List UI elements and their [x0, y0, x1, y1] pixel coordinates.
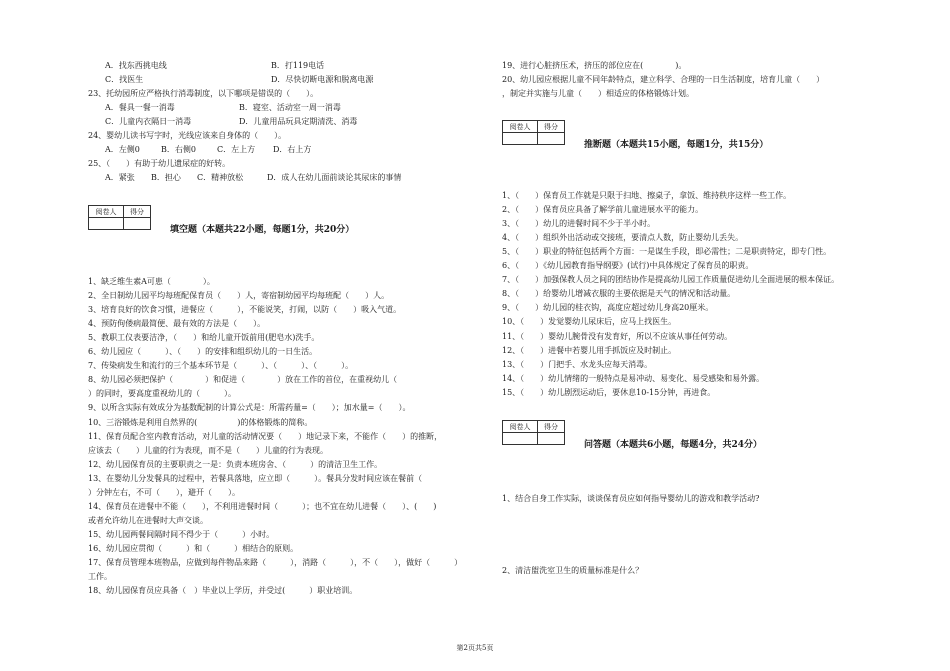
fill-in-line: 18、幼儿园保育员应具备（ ）毕业以上学历，并受过( ）职业培训。: [88, 586, 358, 596]
score-box-qa: [502, 420, 565, 445]
grader-label: 阅卷人: [503, 421, 538, 433]
score-label: 得分: [538, 121, 565, 133]
section-title-judgement: 推断题（本题共15小题，每题1分，共15分）: [584, 140, 769, 150]
fill-in-line: 6、幼儿园应（ ）、（ ）的安排和组织幼儿的一日生活。: [88, 347, 318, 357]
judgement-line: 11、（ ）婴幼儿腕骨没有发育好，所以不应该从事任何劳动。: [502, 331, 733, 341]
score-cell[interactable]: [124, 218, 151, 230]
fill-in-line: 16、幼儿园应贯彻（ ）和（ ）相结合的原则。: [88, 543, 299, 553]
judgement-line: 3、（ ）幼儿的进餐时间不少于半小时。: [502, 219, 656, 229]
judgement-line: 6、（ ）《幼儿园教育指导纲要》(试行)中具体规定了保育员的职责。: [502, 261, 754, 271]
fill-in-line: 9、以所含实际有效成分为基数配制的计算公式是：所需药量=（ ）；加水量=（ ）。: [88, 403, 411, 413]
fill-in-line: 12、幼儿园保育员的主要职责之一是：负责本班房舍、（ ）的清洁卫生工作。: [88, 459, 383, 469]
q22-options-row2: [88, 74, 373, 85]
judgement-line: 9、（ ）幼儿园的桂衣钩，高度应超过幼儿身高20厘米。: [502, 303, 714, 313]
judgement-line: 15、（ ）幼儿剧烈运动后，要休息10-15分钟，再进食。: [502, 387, 716, 397]
fill-in-line: 5、教职工仪表要洁净，（ ）和给儿童开饭前用(肥皂水)洗手。: [88, 333, 320, 343]
fill-in-line: 工作。: [88, 572, 112, 582]
section-title-fill-in: 填空题（本题共22小题，每题1分，共20分）: [170, 225, 355, 235]
q25-option-b: B．担心: [151, 173, 181, 182]
question-25: 25、（ ）有助于幼儿遗尿症的好转。: [88, 159, 231, 168]
question-20-line2: ，制定并实施与儿童（ ）相适应的体格锻炼计划。: [502, 89, 694, 98]
q22-option-a: A．找东西挑电线: [105, 61, 167, 70]
grader-cell[interactable]: [503, 433, 538, 445]
fill-in-line: 11、保育员配合室内教育活动，对儿童的活动情况要（ ）地记录下来，不能作（ ）的推断，: [88, 431, 443, 441]
judgement-line: 7、（ ）加强保教人员之间的团结协作是提高幼儿园工作质量促进幼儿全面进展的根本保证。: [502, 275, 840, 285]
question-23: 23、托幼园所应严格执行消毒制度，以下哪项是错误的（ ）。: [88, 89, 319, 98]
fill-in-line: 15、幼儿园两餐间隔时间不得少于（ ）小时。: [88, 529, 275, 539]
q22-option-c: C．找医生: [105, 75, 144, 84]
qa-question-1: 1、结合自身工作实际，谈谈保育员应如何指导婴幼儿的游戏和教学活动?: [502, 494, 760, 503]
q24-option-a: A．左侧0: [105, 145, 140, 154]
question-20-line1: 20、幼儿园应根据儿童不同年龄特点，建立科学、合理的一日生活制度，培育儿童（ ）: [502, 75, 825, 84]
score-label: 得分: [538, 421, 565, 433]
judgement-line: 5、（ ）职业的特征包括两个方面：一是谋生手段，即必需性；二是职责特定，即专门性。: [502, 247, 832, 257]
q22-option-b: B．打119电话: [271, 61, 325, 70]
fill-in-line: 7、传染病发生和流行的三个基本环节是（ ）、（ ）、（ ）。: [88, 361, 354, 371]
page-footer: 第2页共5页: [456, 644, 494, 652]
q25-option-a: A．紧张: [105, 173, 135, 182]
score-label: 得分: [124, 206, 151, 218]
grader-label: 阅卷人: [503, 121, 538, 133]
fill-in-line: 应该去（ ）儿童的行为表现，而不是（ ）儿童的行为表现。: [88, 445, 328, 455]
score-cell[interactable]: [538, 433, 565, 445]
judgement-line: 8、（ ）给婴幼儿增减衣服的主要依据是天气的情况和活动量。: [502, 289, 736, 299]
q23-option-d: D．儿童用品玩具定期清洗、消毒: [239, 117, 358, 126]
grader-cell[interactable]: [503, 133, 538, 145]
fill-in-line: 3、培育良好的饮食习惯，进餐应（ ），不能说笑，打闹，以防（ ）吸入气道。: [88, 305, 402, 315]
fill-in-line: 10、三浴锻炼是利用自然界的( )的体格锻炼的简称。: [88, 417, 313, 427]
score-box-judge: [502, 120, 565, 145]
q23-options-row2: [88, 116, 357, 127]
judgement-line: 4、（ ）组织外出活动或交接班，要清点人数，防止婴幼儿丢失。: [502, 233, 744, 243]
q25-option-c: C．精神放松: [197, 173, 244, 182]
fill-in-line: 8、幼儿园必须把保护（ ）和促进（ ）放在工作的首位，在重视幼儿（: [88, 375, 406, 385]
fill-in-line: 4、预防佝偻病最简便、最有效的方法是（ ）。: [88, 319, 266, 329]
q23-option-a: A．餐具一餐一消毒: [105, 103, 175, 112]
qa-question-2: 2、清洁盥洗室卫生的质量标准是什么？: [502, 566, 644, 575]
fill-in-line: 2、全日制幼儿园平均每班配保育员（ ）人，寄宿制幼园平均每班配（ ）人。: [88, 291, 390, 301]
fill-in-line: 17、保育员管理本班物品，应做到每件物品来路（ ），消路（ ），不（ ），做好（ ）: [88, 558, 463, 567]
fill-in-line: 1、缺乏维生素A可患（ ）。: [88, 277, 215, 286]
grader-label: 阅卷人: [89, 206, 124, 218]
judgement-line: 12、（ ）进餐中若婴儿用手抓饭应及时制止。: [502, 345, 677, 355]
score-cell[interactable]: [538, 133, 565, 145]
q23-option-c: C．儿童内衣隔日一消毒: [105, 117, 192, 126]
q24-option-d: D．右上方: [273, 145, 312, 154]
grader-cell[interactable]: [89, 218, 124, 230]
q22-options-row1: [88, 60, 324, 71]
q24-option-c: C．左上方: [217, 145, 256, 154]
fill-in-line: 或者允许幼儿在进餐时大声交谈。: [88, 515, 208, 525]
score-box-fill: [88, 205, 151, 230]
q22-option-d: D．尽快切断电源和脱离电源: [271, 75, 374, 84]
q24-option-b: B．右侧0: [161, 145, 196, 154]
fill-in-line: ）的同时，要高度重视幼儿的（ ）。: [88, 389, 236, 399]
q23-option-b: B．寝室、活动室一周一消毒: [239, 103, 341, 112]
question-19: 19、进行心脏挤压术，挤压的部位应在( )。: [502, 61, 687, 70]
fill-in-line: 14、保育员在进餐中不能（ ），不利用进餐时间（ ）；也不宜在幼儿进餐（ ）、( ): [88, 501, 437, 511]
q23-options-row1: [88, 102, 341, 113]
fill-in-line: ）分钟左右，不可（ ），避开（ ）。: [88, 487, 240, 497]
question-24: 24、婴幼儿读书写字时，光线应该来自身体的（ ）。: [88, 131, 287, 140]
section-title-qa: 问答题（本题共6小题，每题4分，共24分）: [584, 440, 763, 450]
q25-option-d: D．成人在幼儿面前谈论其尿床的事情: [267, 173, 402, 182]
judgement-line: 2、（ ）保育员应具备了解学前儿童进展水平的能力。: [502, 205, 704, 215]
judgement-line: 10、（ ）发觉婴幼儿尿床后，应马上找医生。: [502, 317, 677, 327]
fill-in-line: 13、在婴幼儿分发餐具的过程中，若餐具落地，应立即（ ）。餐具分发时间应该在餐前（: [88, 473, 423, 483]
judgement-line: 13、（ ）门把手、水龙头应每天消毒。: [502, 359, 653, 369]
judgement-line: 14、（ ）幼儿情绪的一般特点是易冲动、易变化、易受感染和易外露。: [502, 373, 765, 383]
q25-options: [88, 172, 401, 183]
judgement-line: 1、（ ）保育员工作就是只限于扫地、擦桌子，拿饭、维持秩序这样一些工作。: [502, 191, 792, 200]
q24-options: [88, 144, 311, 155]
